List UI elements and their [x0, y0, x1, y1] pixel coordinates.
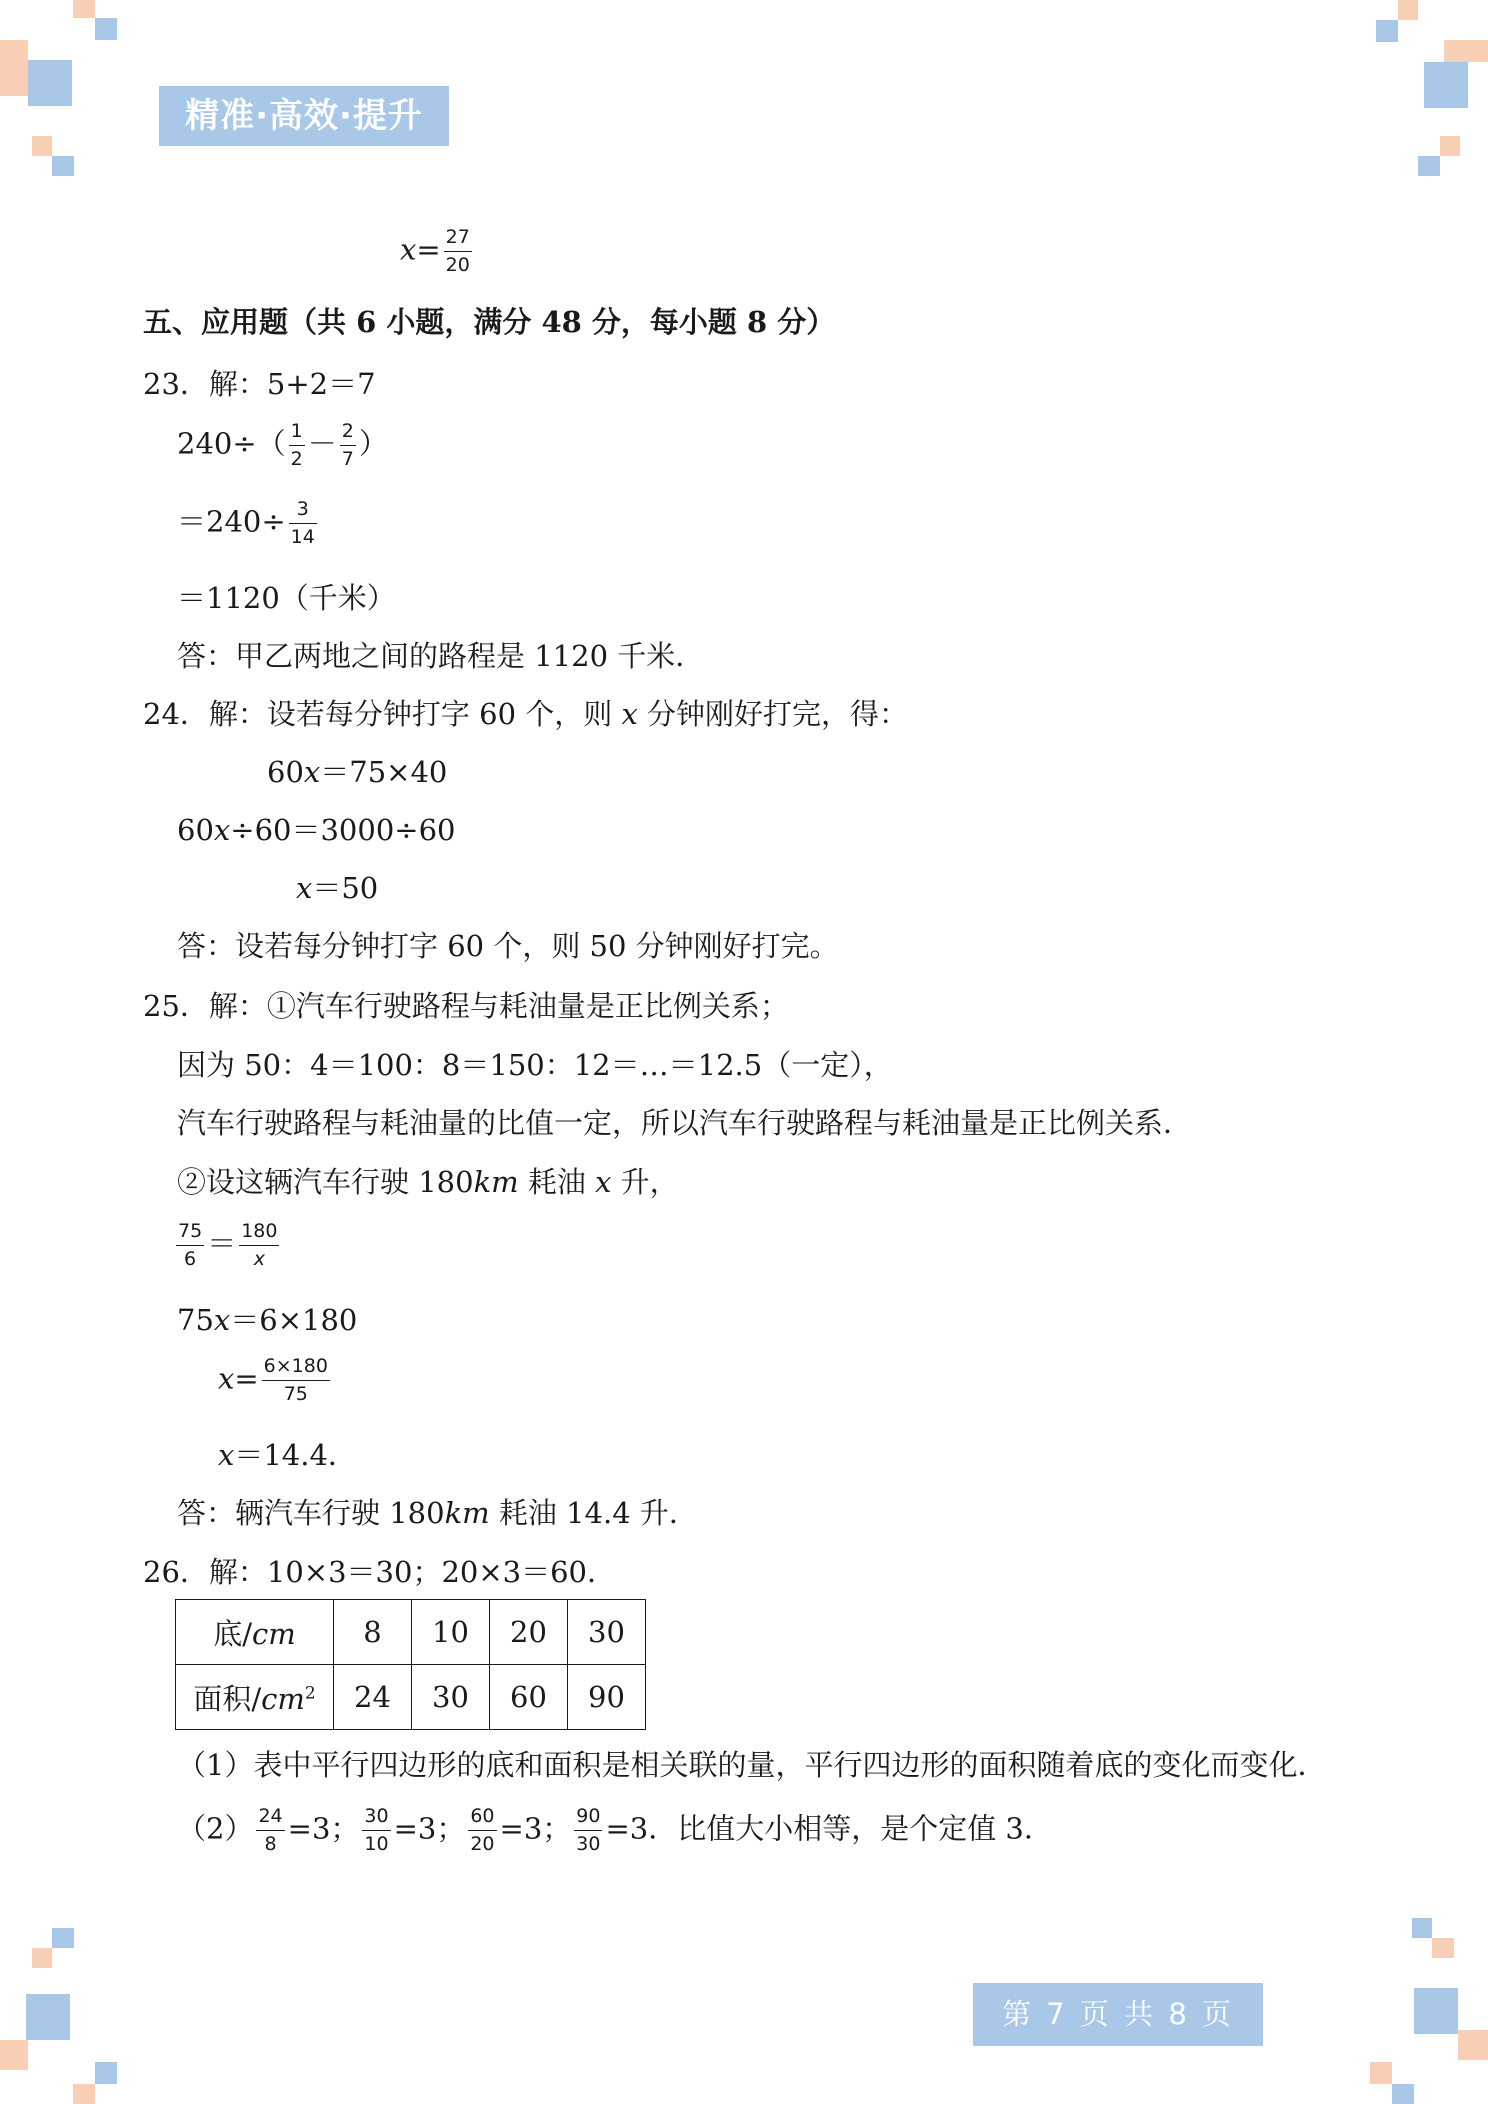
q25-line-8: x＝14.4．	[218, 1438, 357, 1472]
table-cell: 10	[412, 1600, 490, 1665]
brand-banner: 精准·高效·提升	[159, 86, 449, 146]
q23-line-2: 240÷（ $\frac{1}{2}$ － $\frac{2}{7}$ ）	[177, 420, 388, 470]
table-cell: 30	[568, 1600, 646, 1665]
q25-line-2: 因为 50：4＝100：8＝150：12＝…＝12.5（一定），	[177, 1048, 893, 1082]
table-row-header: 底/cm	[176, 1600, 334, 1665]
q24-line-2: 60x＝75×40	[267, 755, 448, 789]
q26-part-1: （1）表中平行四边形的底和面积是相关联的量，平行四边形的面积随着底的变化而变化．	[177, 1748, 1327, 1782]
q26-part-2: （2） $\frac{24}{8}$ =3； $\frac{30}{10}$ =3； $\frac{60}{20}$ =3； $\frac{90}{30}$ =3．比值大小相等，是个定值 3．	[177, 1805, 1053, 1855]
q25-answer: 答：辆汽车行驶 180km 耗油 14.4 升．	[177, 1496, 698, 1530]
q23-fraction-3: $\frac{3}{14}$	[290, 498, 315, 548]
q25-line-7: x= $\frac{6\times 180}{75}$	[218, 1355, 328, 1405]
table-cell: 8	[334, 1600, 412, 1665]
base-area-table	[175, 1599, 646, 1730]
intro-x: x=	[400, 232, 441, 267]
q24-answer: 答：设若每分钟打字 60 个，则 50 分钟刚好打完。	[177, 929, 839, 963]
ratio-fraction: $\frac{30}{10}$	[364, 1805, 389, 1855]
table-row	[176, 1665, 646, 1730]
q23-line-4: ＝1120（千米）	[177, 581, 396, 615]
intro-fraction: $\frac{27}{20}$	[445, 226, 470, 276]
q26-line-1: 26．解：10×3＝30；20×3＝60．	[143, 1555, 617, 1589]
ratio-fraction: $\frac{60}{20}$	[470, 1805, 495, 1855]
q23-line-1: 23．解：5+2＝7	[143, 367, 376, 401]
q25-line-6: 75x＝6×180	[177, 1303, 358, 1337]
table-row-header: 面积$/cm^2$	[176, 1665, 334, 1730]
q25-fraction-3: $\frac{6\times 180}{75}$	[263, 1355, 328, 1405]
q25-line-3: 汽车行驶路程与耗油量的比值一定，所以汽车行驶路程与耗油量是正比例关系．	[177, 1106, 1193, 1140]
q25-line-1: 25．解：①汽车行驶路程与耗油量是正比例关系；	[143, 989, 789, 1023]
q25-proportion: $\frac{75}{6}$ ＝ $\frac{180}{x}$	[178, 1220, 278, 1270]
q25-fraction-2: $\frac{180}{x}$	[241, 1220, 278, 1270]
ratio-fraction: $\frac{90}{30}$	[576, 1805, 601, 1855]
table-row	[176, 1600, 646, 1665]
table-cell: 60	[490, 1665, 568, 1730]
q23-answer: 答：甲乙两地之间的路程是 1120 千米．	[177, 639, 705, 673]
q23-fraction-2: $\frac{2}{7}$	[341, 420, 354, 470]
section-title: 五、应用题（共 6 小题，满分 48 分，每小题 8 分）	[143, 305, 836, 339]
table-cell: 30	[412, 1665, 490, 1730]
page-number: 第 7 页 共 8 页	[973, 1983, 1263, 2046]
q24-line-1: 24．解：设若每分钟打字 60 个，则 x 分钟刚好打完，得：	[143, 697, 909, 731]
intro-equation	[400, 226, 475, 277]
table-cell: 24	[334, 1665, 412, 1730]
table-cell: 20	[490, 1600, 568, 1665]
q23-line-3: ＝240÷ $\frac{3}{14}$	[177, 498, 315, 548]
q23-fraction-1: $\frac{1}{2}$	[290, 420, 303, 470]
q24-line-3: 60x÷60＝3000÷60	[177, 813, 456, 847]
ratio-fraction: $\frac{24}{8}$	[258, 1805, 283, 1855]
q24-line-4: x＝50	[296, 871, 379, 905]
q25-fraction-1: $\frac{75}{6}$	[178, 1220, 203, 1270]
table-cell: 90	[568, 1665, 646, 1730]
q25-line-4: ②设这辆汽车行驶 180km 耗油 x 升，	[177, 1165, 679, 1199]
